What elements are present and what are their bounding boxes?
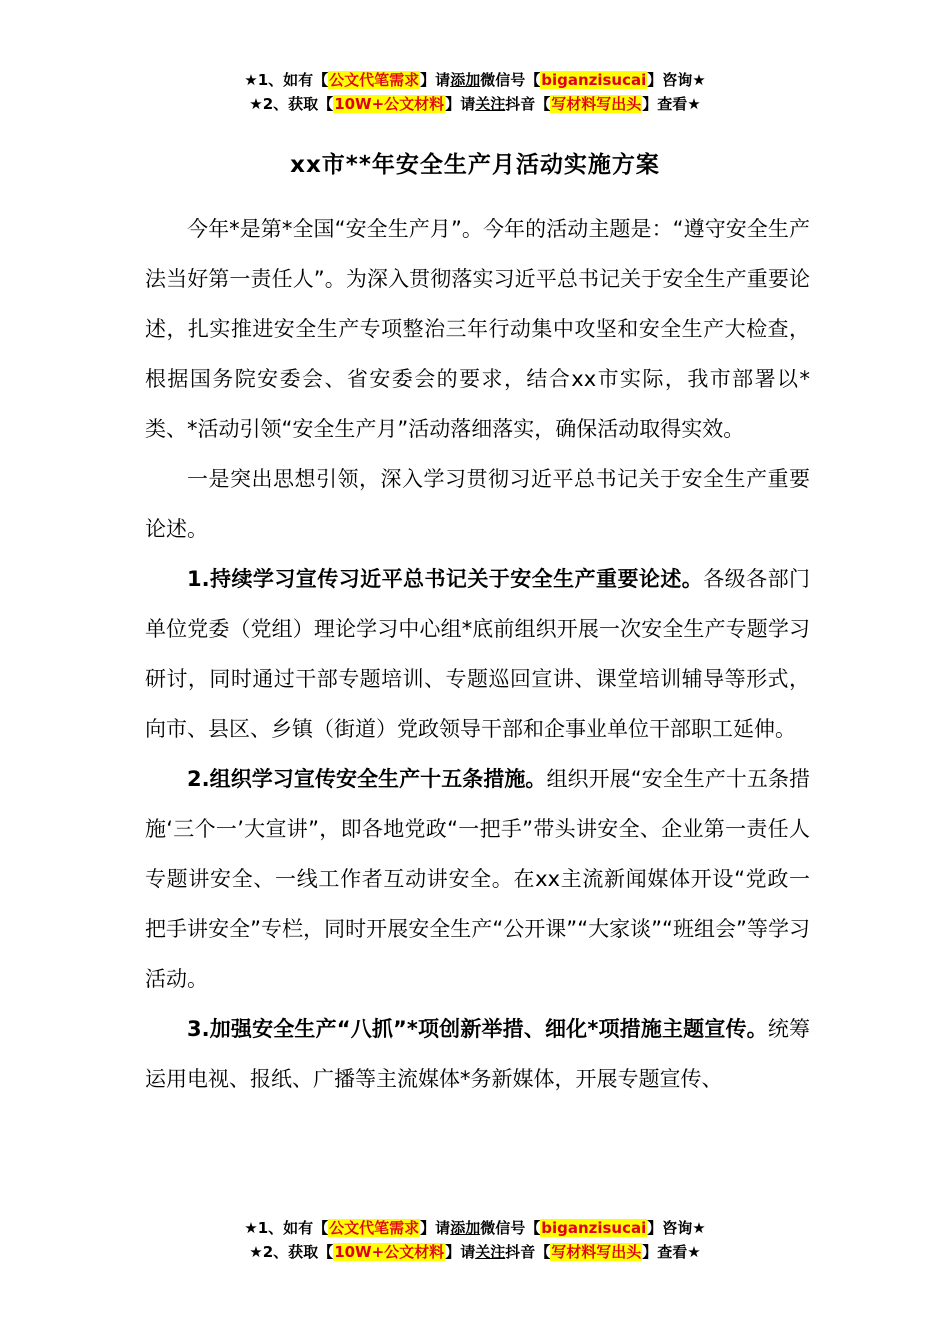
footer-line-1: ★1、如有【公文代笔需求】请添加微信号【biganzisucai】咨询★ <box>244 1219 706 1237</box>
item-1-heading: 1.持续学习宣传习近平总书记关于安全生产重要论述。 <box>187 567 704 591</box>
header-banner <box>0 68 950 116</box>
footer-highlight: 公文代笔需求 <box>329 1219 420 1237</box>
footer-highlight-douyin: 写材料写出头 <box>551 1243 642 1261</box>
footer-banner <box>0 1216 950 1264</box>
footer-line-2: ★2、获取【10W+公文材料】请关注抖音【写材料写出头】查看★ <box>249 1243 701 1261</box>
banner-highlight: 公文代笔需求 <box>329 71 420 89</box>
item-1-text: 各级各部门单位党委（党组）理论学习中心组*底前组织开展一次安全生产专题学习研讨，同时通过干部专题培训、专题巡回宣讲、课堂培训辅导等形式，向市、县区、乡镇（街道）党政领导干部和企事业单位干部职工延伸。 <box>145 567 811 741</box>
banner-highlight-douyin: 写材料写出头 <box>551 95 642 113</box>
footer-highlight-wechat: biganzisucai <box>541 1219 647 1237</box>
banner-highlight: 10W+公文材料 <box>334 95 445 113</box>
item-3-text: 统筹运用电视、报纸、广播等主流媒体*务新媒体，开展专题宣传、 <box>145 1017 811 1091</box>
item-2-text: 组织开展“安全生产十五条措施‘三个一’大宣讲”，即各地党政“一把手”带头讲安全、企业第一责任人专题讲安全、一线工作者互动讲安全。在xx主流新闻媒体开设“党政一把手讲安全”专栏，同时开展安全生产“公开课”“大家谈”“班组会”等学习活动。 <box>145 767 810 991</box>
footer-highlight: 10W+公文材料 <box>334 1243 445 1261</box>
document-body <box>145 204 810 1104</box>
document-title: xx市**年安全生产月活动实施方案 <box>290 152 660 178</box>
paragraph-intro: 今年*是第*全国“安全生产月”。今年的活动主题是：“遵守安全生产法当好第一责任人”。为深入贯彻落实习近平总书记关于安全生产重要论述，扎实推进安全生产专项整治三年行动集中攻坚和安全生产大检查，根据国务院安委会、省安委会的要求，结合xx市实际，我市部署以*类、*活动引领“安全生产月”活动落细落实，确保活动取得实效。 <box>145 217 810 441</box>
banner-line-1: ★1、如有【公文代笔需求】请添加微信号【biganzisucai】咨询★ <box>244 71 706 89</box>
banner-highlight-wechat: biganzisucai <box>541 71 647 89</box>
paragraph-item-2 <box>145 754 810 1004</box>
banner-line-2: ★2、获取【10W+公文材料】请关注抖音【写材料写出头】查看★ <box>249 95 701 113</box>
item-2-heading: 2.组织学习宣传安全生产十五条措施。 <box>187 767 547 791</box>
paragraph-section-one: 一是突出思想引领，深入学习贯彻习近平总书记关于安全生产重要论述。 <box>145 467 810 541</box>
paragraph-item-3 <box>145 1004 810 1104</box>
item-3-heading: 3.加强安全生产“八抓”*项创新举措、细化*项措施主题宣传。 <box>187 1017 768 1041</box>
paragraph-item-1 <box>145 554 810 754</box>
